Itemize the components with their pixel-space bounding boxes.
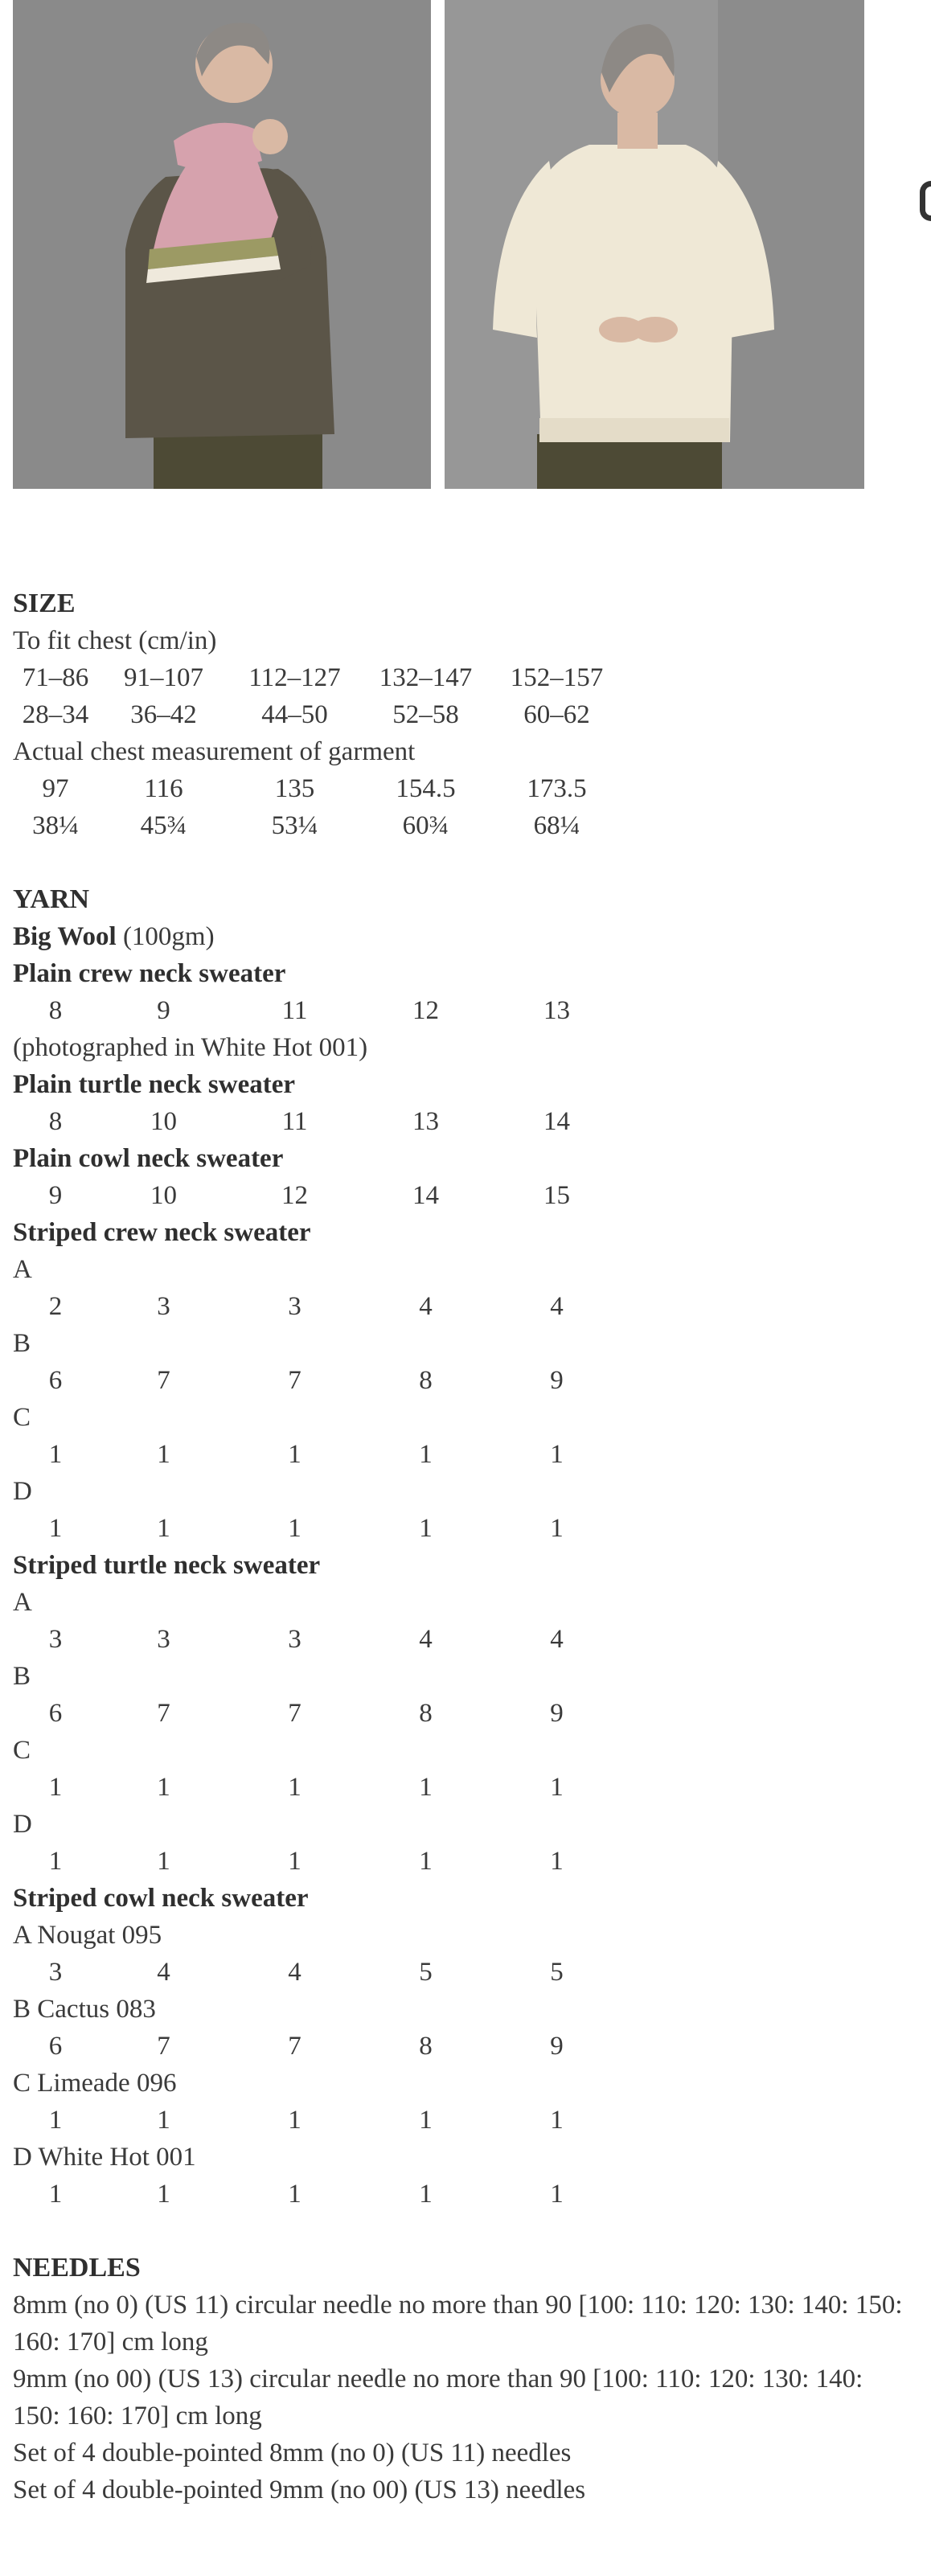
colour-label: B xyxy=(13,1329,31,1358)
size-cell: 132–147 xyxy=(379,663,473,692)
yarn-quantity-cell: 1 xyxy=(288,2180,301,2209)
colour-label: D xyxy=(13,1477,32,1506)
yarn-quantity-cell: 1 xyxy=(48,1514,63,1543)
yarn-quantity-cell: 9 xyxy=(550,1699,564,1728)
yarn-quantity-cell: 7 xyxy=(288,2032,301,2061)
yarn-quantity-cell: 3 xyxy=(288,1625,301,1654)
yarn-quantity-cell: 1 xyxy=(550,1514,564,1543)
size-cell: 36–42 xyxy=(130,700,197,729)
yarn-quantity-cell: 12 xyxy=(281,1181,308,1210)
colour-label: A xyxy=(13,1255,32,1284)
size-cell: 91–107 xyxy=(124,663,203,692)
yarn-quantity-cell: 1 xyxy=(157,1847,170,1876)
needle-line: 8mm (no 0) (US 11) circular needle no more than 90 [100: 110: 120: 130: 140: 150: 160: 170] cm long xyxy=(13,2291,903,2357)
yarn-quantity-cell: 7 xyxy=(157,1366,170,1395)
yarn-quantity-cell: 8 xyxy=(48,1107,63,1136)
plain-turtle-quantities xyxy=(13,1103,913,1140)
colour-quantities xyxy=(13,2102,913,2139)
fit-chest-label: To fit chest (cm/in) xyxy=(13,626,217,655)
yarn-quantity-cell: 12 xyxy=(412,996,439,1025)
yarn-quantity-cell: 3 xyxy=(48,1625,63,1654)
yarn-quantity-cell: 1 xyxy=(419,1773,433,1802)
yarn-quantity-cell: 10 xyxy=(150,1181,177,1210)
yarn-quantity-cell: 4 xyxy=(419,1292,433,1321)
size-cell: 97 xyxy=(42,774,69,803)
yarn-quantity-cell: 6 xyxy=(48,1699,63,1728)
size-cell: 60¾ xyxy=(402,811,449,840)
size-cell: 71–86 xyxy=(22,663,89,692)
yarn-quantity-cell: 11 xyxy=(281,996,308,1025)
yarn-quantity-cell: 1 xyxy=(550,1773,564,1802)
yarn-quantity-cell: 1 xyxy=(288,1847,301,1876)
yarn-quantity-cell: 7 xyxy=(288,1366,301,1395)
size-cell: 152–157 xyxy=(510,663,604,692)
size-cell: 38¼ xyxy=(32,811,79,840)
yarn-quantity-cell: 4 xyxy=(419,1625,433,1654)
colour-label: A xyxy=(13,1588,32,1617)
yarn-quantity-cell: 1 xyxy=(48,2180,63,2209)
needle-line: 9mm (no 00) (US 13) circular needle no more than 90 [100: 110: 120: 130: 140: 150: 160: 170] cm long xyxy=(13,2365,863,2430)
yarn-brand-name: Big Wool xyxy=(13,922,117,951)
yarn-quantity-cell: 3 xyxy=(157,1292,170,1321)
size-cell: 135 xyxy=(274,774,315,803)
yarn-quantity-cell: 1 xyxy=(48,1773,63,1802)
colour-quantities xyxy=(13,2176,913,2213)
yarn-quantity-cell: 8 xyxy=(419,1366,433,1395)
colour-label: D White Hot 001 xyxy=(13,2143,196,2172)
photo-crew-sweater xyxy=(445,0,864,489)
yarn-quantity-cell: 1 xyxy=(288,2106,301,2135)
plain-crew-note: (photographed in White Hot 001) xyxy=(13,1033,368,1062)
yarn-quantity-cell: 3 xyxy=(157,1625,170,1654)
photo-striped-sweater xyxy=(13,0,431,489)
yarn-quantity-cell: 4 xyxy=(550,1292,564,1321)
yarn-quantity-cell: 4 xyxy=(157,1958,170,1987)
yarn-quantity-cell: 6 xyxy=(48,2032,63,2061)
size-cell: 60–62 xyxy=(523,700,590,729)
colour-label: B xyxy=(13,1662,31,1691)
needles-heading: NEEDLES xyxy=(13,2253,141,2283)
fit-cm-row xyxy=(13,659,913,696)
yarn-quantity-cell: 8 xyxy=(419,2032,433,2061)
striped-cowl-title: Striped cowl neck sweater xyxy=(13,1884,309,1913)
actual-in-row xyxy=(13,807,913,844)
size-cell: 52–58 xyxy=(392,700,459,729)
yarn-quantity-cell: 1 xyxy=(48,2106,63,2135)
yarn-quantity-cell: 1 xyxy=(550,1847,564,1876)
yarn-quantity-cell: 3 xyxy=(48,1958,63,1987)
colour-label: C Limeade 096 xyxy=(13,2069,177,2098)
needle-line: Set of 4 double-pointed 9mm (no 00) (US 13) needles xyxy=(13,2476,586,2504)
colour-label: C xyxy=(13,1403,31,1432)
colour-quantities xyxy=(13,2028,913,2065)
size-cell: 45¾ xyxy=(140,811,187,840)
colour-label: D xyxy=(13,1810,32,1839)
colour-quantities xyxy=(13,1843,913,1880)
yarn-quantity-cell: 1 xyxy=(419,1847,433,1876)
yarn-quantity-cell: 1 xyxy=(288,1514,301,1543)
colour-quantities xyxy=(13,1695,913,1732)
yarn-quantity-cell: 5 xyxy=(550,1958,564,1987)
actual-chest-label: Actual chest measurement of garment xyxy=(13,737,416,766)
yarn-quantity-cell: 11 xyxy=(281,1107,308,1136)
pattern-details xyxy=(13,585,913,2508)
yarn-quantity-cell: 1 xyxy=(419,2180,433,2209)
yarn-quantity-cell: 7 xyxy=(157,2032,170,2061)
yarn-quantity-cell: 14 xyxy=(412,1181,439,1210)
yarn-heading: YARN xyxy=(13,884,90,914)
yarn-quantity-cell: 9 xyxy=(157,996,170,1025)
plain-cowl-title: Plain cowl neck sweater xyxy=(13,1144,284,1173)
yarn-quantity-cell: 1 xyxy=(550,2180,564,2209)
yarn-quantity-cell: 1 xyxy=(157,2106,170,2135)
yarn-quantity-cell: 14 xyxy=(543,1107,570,1136)
yarn-quantity-cell: 3 xyxy=(288,1292,301,1321)
needle-line: Set of 4 double-pointed 8mm (no 0) (US 11) needles xyxy=(13,2439,572,2467)
striped-crew-title: Striped crew neck sweater xyxy=(13,1218,311,1247)
yarn-quantity-cell: 2 xyxy=(48,1292,63,1321)
yarn-quantity-cell: 7 xyxy=(288,1699,301,1728)
yarn-quantity-cell: 1 xyxy=(157,2180,170,2209)
size-cell: 173.5 xyxy=(527,774,587,803)
colour-quantities xyxy=(13,1436,913,1473)
yarn-quantity-cell: 1 xyxy=(550,2106,564,2135)
yarn-quantity-cell: 1 xyxy=(157,1440,170,1469)
yarn-quantity-cell: 13 xyxy=(543,996,570,1025)
plain-crew-title: Plain crew neck sweater xyxy=(13,959,286,988)
yarn-brand-weight: (100gm) xyxy=(116,922,215,951)
striped-turtle-title: Striped turtle neck sweater xyxy=(13,1551,321,1580)
yarn-quantity-cell: 1 xyxy=(419,1514,433,1543)
size-cell: 28–34 xyxy=(22,700,89,729)
yarn-quantity-cell: 5 xyxy=(419,1958,433,1987)
colour-quantities xyxy=(13,1510,913,1547)
yarn-quantity-cell: 1 xyxy=(419,1440,433,1469)
size-cell: 53¼ xyxy=(271,811,318,840)
yarn-quantity-cell: 6 xyxy=(48,1366,63,1395)
yarn-quantity-cell: 1 xyxy=(288,1440,301,1469)
yarn-brand xyxy=(13,918,913,955)
colour-label: C xyxy=(13,1736,31,1765)
colour-label: A Nougat 095 xyxy=(13,1921,162,1950)
yarn-quantity-cell: 7 xyxy=(157,1699,170,1728)
size-cell: 154.5 xyxy=(396,774,456,803)
yarn-quantity-cell: 13 xyxy=(412,1107,439,1136)
yarn-quantity-cell: 1 xyxy=(288,1773,301,1802)
page-edge-mark xyxy=(920,181,931,221)
size-cell: 116 xyxy=(144,774,183,803)
colour-quantities xyxy=(13,1621,913,1658)
colour-quantities xyxy=(13,1288,913,1325)
size-cell: 68¼ xyxy=(533,811,580,840)
yarn-quantity-cell: 15 xyxy=(543,1181,570,1210)
yarn-quantity-cell: 1 xyxy=(48,1440,63,1469)
yarn-quantity-cell: 8 xyxy=(48,996,63,1025)
plain-crew-quantities xyxy=(13,992,913,1029)
yarn-quantity-cell: 9 xyxy=(550,1366,564,1395)
plain-turtle-title: Plain turtle neck sweater xyxy=(13,1070,295,1099)
size-heading: SIZE xyxy=(13,589,76,618)
yarn-quantity-cell: 9 xyxy=(550,2032,564,2061)
yarn-quantity-cell: 1 xyxy=(550,1440,564,1469)
yarn-quantity-cell: 1 xyxy=(48,1847,63,1876)
plain-cowl-quantities xyxy=(13,1177,913,1214)
fit-in-row xyxy=(13,696,913,733)
yarn-quantity-cell: 8 xyxy=(419,1699,433,1728)
yarn-quantity-cell: 4 xyxy=(550,1625,564,1654)
colour-quantities xyxy=(13,1362,913,1399)
yarn-quantity-cell: 1 xyxy=(419,2106,433,2135)
size-cell: 112–127 xyxy=(248,663,341,692)
yarn-quantity-cell: 9 xyxy=(48,1181,63,1210)
yarn-quantity-cell: 1 xyxy=(157,1773,170,1802)
colour-quantities xyxy=(13,1954,913,1991)
colour-quantities xyxy=(13,1769,913,1806)
actual-cm-row xyxy=(13,770,913,807)
colour-label: B Cactus 083 xyxy=(13,1995,156,2024)
yarn-quantity-cell: 1 xyxy=(157,1514,170,1543)
yarn-quantity-cell: 10 xyxy=(150,1107,177,1136)
size-cell: 44–50 xyxy=(261,700,328,729)
yarn-quantity-cell: 4 xyxy=(288,1958,301,1987)
